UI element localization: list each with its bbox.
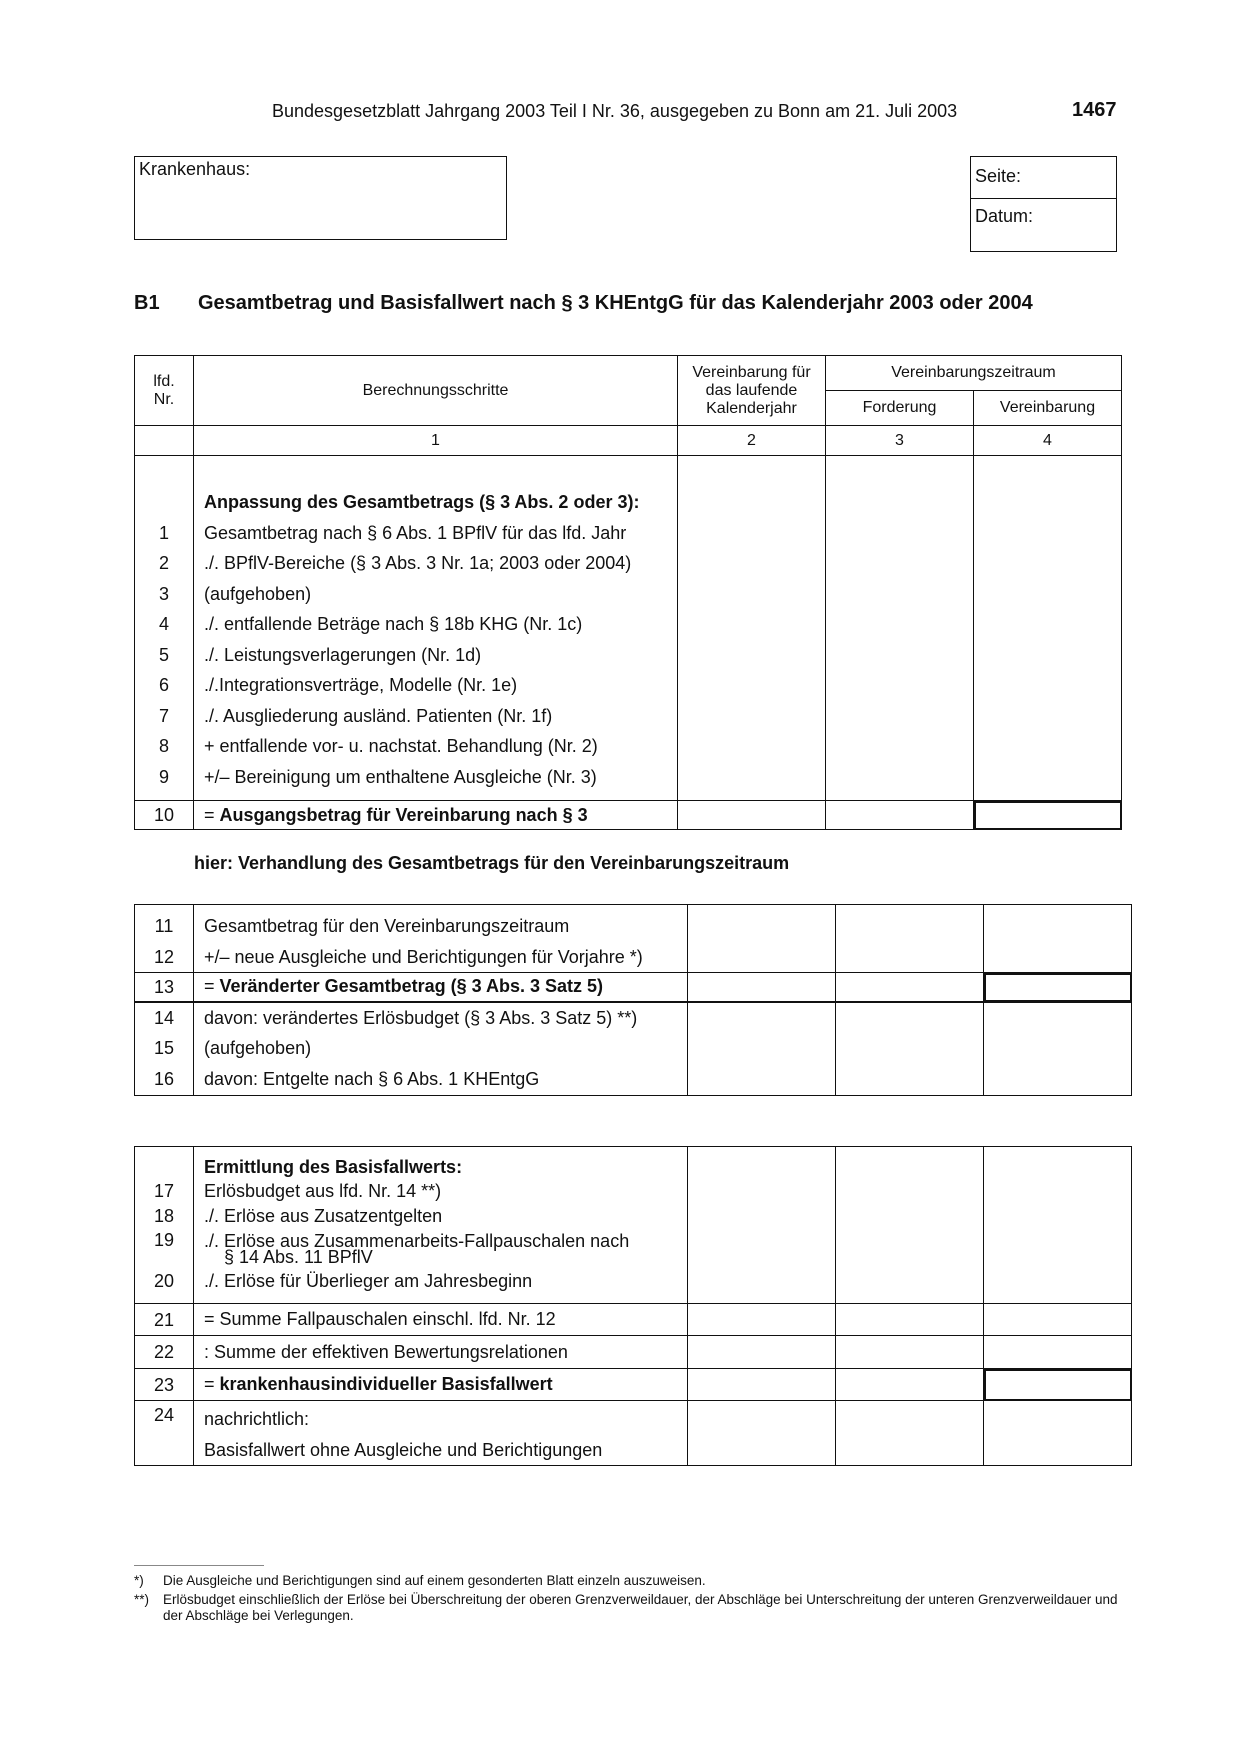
row-22-nr: 22 (135, 1336, 194, 1369)
col-period-header: Vereinbarungszeitraum (826, 356, 1122, 391)
base-rate-table: 17 18 19 20 Ermittlung des Basisfallwerts: Erlösbudget aus lfd. Nr. 14 **) ./. Erlöse aus Zusatzentgelten ./. Erlöse aus Zusammenarbeits-Fallpauschalen nach § 14 Abs. 11 BPflV ./. Erlöse für Überlieger am Jahresbeginn 21 = Summe Fallpauschalen einschl. lfd. Nr. 12 22 : Summe der effektiven Bewertungsrelationen 23 = krankenhausindividueller Basisfallwert 24 nachrichtlich: Basisfallwert ohne Ausgleiche und Berichtigungen (134, 1146, 1132, 1466)
footnote-2: Erlösbudget einschließlich der Erlöse bei Überschreitung der oberen Grenzverweildauer, der Abschläge bei Unterschreitung der unteren Grenzverweildauer und der Abschläge bei Verlegungen. (163, 1592, 1118, 1623)
part1-agreement-cell[interactable] (974, 456, 1122, 801)
col-index-3: 3 (826, 426, 974, 456)
hospital-label: Krankenhaus: (139, 159, 251, 179)
row-13-nr: 13 (135, 973, 194, 1002)
row-23-current[interactable] (688, 1369, 836, 1401)
part3-heading: Ermittlung des Basisfallwerts: (204, 1157, 463, 1177)
part1-steps: Anpassung des Gesamtbetrags (§ 3 Abs. 2 oder 3): Gesamtbetrag nach § 6 Abs. 1 BPflV für das lfd. Jahr ./. BPflV-Bereiche (§ 3 Abs. 3 Nr. 1a; 2003 oder 2004) (aufgehoben) ./. entfallende Beträge nach § 18b KHG (Nr. 1c) ./. Leistungsverlagerungen (Nr. 1d) ./.Integrationsverträge, Modelle (Nr. 1e) ./. Ausgliederung ausländ. Patienten (Nr. 1f) + entfallende vor- u. nachstat. Behandlung (Nr. 2) +/– Bereinigung um enthaltene Ausgleiche (Nr. 3) (194, 456, 678, 801)
col-index-2: 2 (678, 426, 826, 456)
row-24-current[interactable] (688, 1401, 836, 1466)
row-24-demand[interactable] (836, 1401, 984, 1466)
row-13-text: = Veränderter Gesamtbetrag (§ 3 Abs. 3 Satz 5) (194, 973, 688, 1002)
footnote-divider (134, 1565, 264, 1566)
col-current-header: Vereinbarung für das laufende Kalenderjahr (678, 356, 826, 426)
page-date-box (970, 156, 1117, 252)
col-index-1: 1 (194, 426, 678, 456)
row-22-agreement[interactable] (984, 1336, 1132, 1369)
row-13-current[interactable] (688, 973, 836, 1002)
part1-demand-cell[interactable] (826, 456, 974, 801)
section-label: B1 (134, 292, 160, 314)
row-10-demand[interactable] (826, 801, 974, 830)
row-24-agreement[interactable] (984, 1401, 1132, 1466)
row-10-current[interactable] (678, 801, 826, 830)
negotiation-table: 11 12 Gesamtbetrag für den Vereinbarungszeitraum +/– neue Ausgleiche und Berichtigungen für Vorjahre *) 13 = Veränderter Gesamtbetrag (§ 3 Abs. 3 Satz 5) 14 15 16 davon: verändertes Erlösbudget (§ 3 Abs. 3 Satz 5) **) (aufgehoben) davon: Entgelte nach § 6 Abs. 1 KHEntgG (134, 904, 1132, 1096)
page-number: 1467 (1072, 99, 1117, 121)
row-13-agreement[interactable] (984, 973, 1132, 1002)
footnote-1-mark: *) (134, 1573, 144, 1588)
row-10-text: = Ausgangsbetrag für Vereinbarung nach § 3 (194, 801, 678, 830)
row-17-20-current[interactable] (688, 1147, 836, 1304)
row-11-12-agreement[interactable] (984, 905, 1132, 973)
row-21-demand[interactable] (836, 1304, 984, 1336)
publication-header: Bundesgesetzblatt Jahrgang 2003 Teil I Nr. 36, ausgegeben zu Bonn am 21. Juli 2003 (272, 101, 958, 121)
row-21-text: = Summe Fallpauschalen einschl. lfd. Nr. 12 (194, 1304, 688, 1336)
col-demand-header: Forderung (826, 391, 974, 426)
row-23-agreement[interactable] (984, 1369, 1132, 1401)
row-22-demand[interactable] (836, 1336, 984, 1369)
row-23-nr: 23 (135, 1369, 194, 1401)
page-label: Seite: (975, 166, 1022, 186)
footnote-1: Die Ausgleiche und Berichtigungen sind auf einem gesonderten Blatt einzeln auszuweisen. (163, 1573, 706, 1588)
row-17-20-demand[interactable] (836, 1147, 984, 1304)
part1-current-cell[interactable] (678, 456, 826, 801)
col-steps-header: Berechnungsschritte (194, 356, 678, 426)
row-11-12-current[interactable] (688, 905, 836, 973)
row-17-20-agreement[interactable] (984, 1147, 1132, 1304)
col-agreement-header: Vereinbarung (974, 391, 1122, 426)
row-10-nr: 10 (135, 801, 194, 830)
row-14-16-current[interactable] (688, 1002, 836, 1096)
row-22-text: : Summe der effektiven Bewertungsrelationen (194, 1336, 688, 1369)
row-11-12-demand[interactable] (836, 905, 984, 973)
negotiation-heading: hier: Verhandlung des Gesamtbetrags für den Vereinbarungszeitraum (194, 853, 790, 873)
row-24-nr: 24 (135, 1401, 194, 1466)
hospital-field[interactable] (134, 156, 507, 240)
col-nr-header: lfd. Nr. (135, 356, 194, 426)
footnote-2-mark: **) (134, 1592, 150, 1607)
row-21-current[interactable] (688, 1304, 836, 1336)
row-21-nr: 21 (135, 1304, 194, 1336)
row-14-16-agreement[interactable] (984, 1002, 1132, 1096)
row-24-text: nachrichtlich: Basisfallwert ohne Ausgleiche und Berichtigungen (194, 1401, 688, 1466)
part1-heading: Anpassung des Gesamtbetrags (§ 3 Abs. 2 oder 3): (204, 492, 640, 512)
row-21-agreement[interactable] (984, 1304, 1132, 1336)
section-title: Gesamtbetrag und Basisfallwert nach § 3 KHEntgG für das Kalenderjahr 2003 oder 2004 (198, 292, 1033, 314)
row-10-agreement[interactable] (974, 801, 1122, 830)
row-13-demand[interactable] (836, 973, 984, 1002)
adjustment-table (134, 355, 1122, 830)
row-23-demand[interactable] (836, 1369, 984, 1401)
col-index-4: 4 (974, 426, 1122, 456)
part1-numbers: 1 2 3 4 5 6 7 8 9 (135, 456, 194, 801)
row-23-text: = krankenhausindividueller Basisfallwert (194, 1369, 688, 1401)
row-22-current[interactable] (688, 1336, 836, 1369)
row-14-16-demand[interactable] (836, 1002, 984, 1096)
date-label: Datum: (975, 206, 1034, 226)
